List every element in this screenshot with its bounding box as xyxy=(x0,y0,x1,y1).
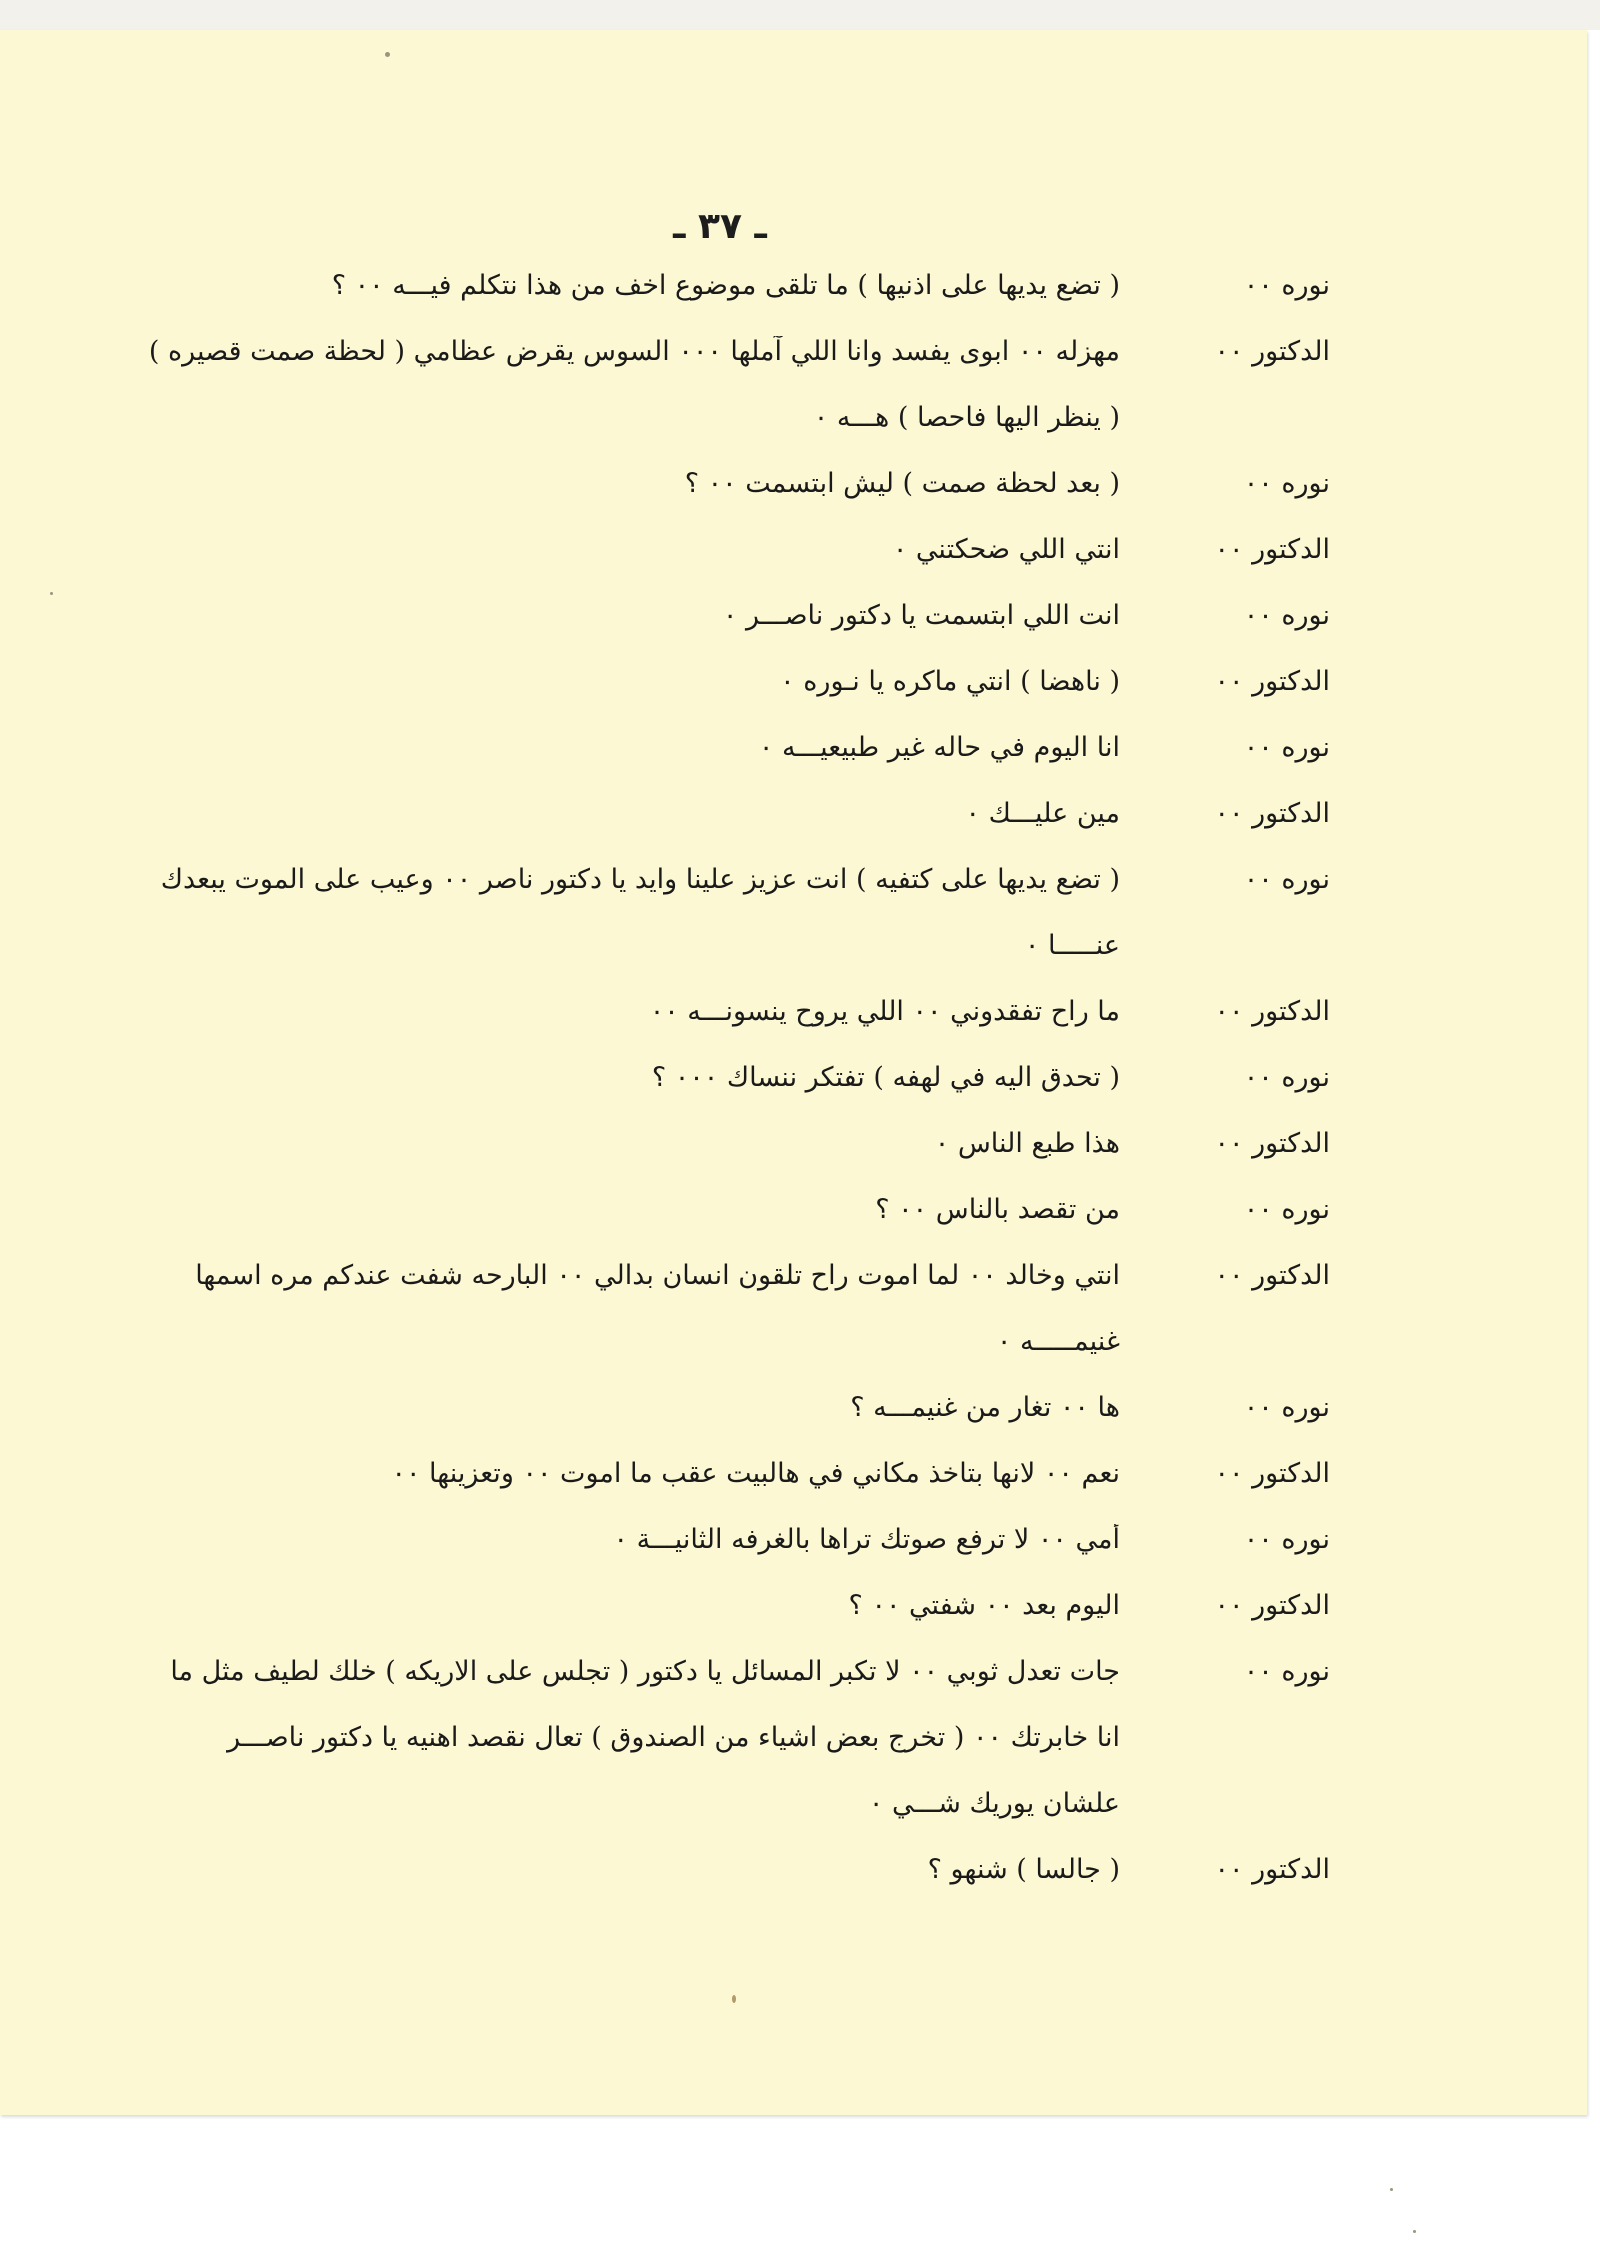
dialogue-text: اليوم بعد ٠٠ شفتي ٠٠ ؟ xyxy=(848,1590,1120,1621)
dialogue-line xyxy=(0,1450,1600,1512)
speaker-name: الدكتور ٠٠ xyxy=(1214,1590,1330,1621)
page-number: ـ ٣٧ ـ xyxy=(673,206,767,247)
dialogue-text: ( تحدق اليه في لهفه ) تفتكر ننساك ٠٠٠ ؟ xyxy=(651,1062,1120,1093)
dialogue-text: مهزله ٠٠ ابوى يفسد وانا اللي آملها ٠٠٠ السوس يقرض عظامي ( لحظة صمت قصيره ) xyxy=(148,336,1120,367)
dialogue-line xyxy=(0,526,1600,588)
dialogue-text: انتي اللي ضحكتني ٠ xyxy=(892,534,1120,565)
dialogue-line xyxy=(0,1582,1600,1644)
paper-speck xyxy=(1413,2230,1416,2233)
dialogue-text: ( جالسا ) شنهو ؟ xyxy=(927,1854,1120,1885)
dialogue-text: علشان يوريك شـــي ٠ xyxy=(868,1788,1120,1819)
dialogue-text: ( تضع يديها على كتفيه ) انت عزيز علينا وايد يا دكتور ناصر ٠٠ وعيب على الموت يبعدك xyxy=(160,864,1120,895)
speaker-name: نوره ٠٠ xyxy=(1243,1194,1330,1225)
dialogue-line xyxy=(0,1714,1600,1776)
dialogue-line xyxy=(0,1054,1600,1116)
dialogue-text: ( بعد لحظة صمت ) ليش ابتسمت ٠٠ ؟ xyxy=(684,468,1120,499)
dialogue-text: من تقصد بالناس ٠٠ ؟ xyxy=(875,1194,1120,1225)
speaker-name: الدكتور ٠٠ xyxy=(1214,1128,1330,1159)
dialogue-text: غنيمـــــه ٠ xyxy=(996,1326,1120,1357)
dialogue-line xyxy=(0,1120,1600,1182)
dialogue-text: انا اليوم في حاله غير طبيعيـــه ٠ xyxy=(758,732,1120,763)
dialogue-text: عنـــــا ٠ xyxy=(1024,930,1120,961)
speaker-name: نوره ٠٠ xyxy=(1243,732,1330,763)
dialogue-text: انا خابرتك ٠٠ ( تخرج بعض اشياء من الصندوق ) تعال نقصد اهنيه يا دكتور ناصـــر xyxy=(227,1722,1120,1753)
speaker-name: نوره ٠٠ xyxy=(1243,270,1330,301)
dialogue-line xyxy=(0,1318,1600,1380)
speaker-name: الدكتور ٠٠ xyxy=(1214,798,1330,829)
dialogue-line xyxy=(0,262,1600,324)
dialogue-line xyxy=(0,460,1600,522)
dialogue-text: انت اللي ابتسمت يا دكتور ناصـــر ٠ xyxy=(722,600,1120,631)
dialogue-line xyxy=(0,1252,1600,1314)
speaker-name: الدكتور ٠٠ xyxy=(1214,534,1330,565)
dialogue-text: جات تعدل ثوبي ٠٠ لا تكبر المسائل يا دكتور ( تجلس على الاريكه ) خلك لطيف مثل ما xyxy=(170,1656,1120,1687)
speaker-name: الدكتور ٠٠ xyxy=(1214,1260,1330,1291)
paper-speck xyxy=(732,1995,736,2003)
dialogue-text: ( ناهضا ) انتي ماكره يا نـوره ٠ xyxy=(780,666,1120,697)
paper-speck xyxy=(1390,2188,1393,2191)
dialogue-line xyxy=(0,1648,1600,1710)
paper-speck xyxy=(385,52,390,57)
speaker-name: الدكتور ٠٠ xyxy=(1214,336,1330,367)
speaker-name: نوره ٠٠ xyxy=(1243,468,1330,499)
dialogue-text: ( ينظر اليها فاحصا ) هـــه ٠ xyxy=(813,402,1120,433)
dialogue-line xyxy=(0,394,1600,456)
dialogue-line xyxy=(0,1846,1600,1908)
dialogue-text: ما راح تفقدوني ٠٠ اللي يروح ينسونـــه ٠٠ xyxy=(649,996,1120,1027)
dialogue-line xyxy=(0,592,1600,654)
dialogue-text: أمي ٠٠ لا ترفع صوتك تراها بالغرفه الثانيـــة ٠ xyxy=(613,1524,1120,1555)
dialogue-text: ها ٠٠ تغار من غنيمـــه ؟ xyxy=(850,1392,1120,1423)
paper-speck xyxy=(50,592,53,595)
speaker-name: نوره ٠٠ xyxy=(1243,864,1330,895)
dialogue-line xyxy=(0,1780,1600,1842)
dialogue-line xyxy=(0,1516,1600,1578)
dialogue-line xyxy=(0,790,1600,852)
speaker-name: الدكتور ٠٠ xyxy=(1214,996,1330,1027)
dialogue-line xyxy=(0,856,1600,918)
dialogue-text: انتي وخالد ٠٠ لما اموت راح تلقون انسان بدالي ٠٠ البارحه شفت عندكم مره اسمها xyxy=(195,1260,1120,1291)
dialogue-line xyxy=(0,1384,1600,1446)
dialogue-line xyxy=(0,1186,1600,1248)
dialogue-text: نعم ٠٠ لانها بتاخذ مكاني في هالبيت عقب ما اموت ٠٠ وتعزينها ٠٠ xyxy=(391,1458,1120,1489)
speaker-name: نوره ٠٠ xyxy=(1243,1656,1330,1687)
dialogue-line xyxy=(0,988,1600,1050)
speaker-name: نوره ٠٠ xyxy=(1243,1062,1330,1093)
speaker-name: نوره ٠٠ xyxy=(1243,1392,1330,1423)
dialogue-text: مين عليـــك ٠ xyxy=(965,798,1120,829)
speaker-name: الدكتور ٠٠ xyxy=(1214,666,1330,697)
dialogue-text: ( تضع يديها على اذنيها ) ما تلقى موضوع اخف من هذا نتكلم فيـــه ٠٠ ؟ xyxy=(331,270,1120,301)
speaker-name: نوره ٠٠ xyxy=(1243,600,1330,631)
speaker-name: الدكتور ٠٠ xyxy=(1214,1458,1330,1489)
dialogue-line xyxy=(0,328,1600,390)
dialogue-text: هذا طبع الناس ٠ xyxy=(934,1128,1120,1159)
dialogue-line xyxy=(0,922,1600,984)
dialogue-line xyxy=(0,658,1600,720)
speaker-name: نوره ٠٠ xyxy=(1243,1524,1330,1555)
speaker-name: الدكتور ٠٠ xyxy=(1214,1854,1330,1885)
dialogue-line xyxy=(0,724,1600,786)
